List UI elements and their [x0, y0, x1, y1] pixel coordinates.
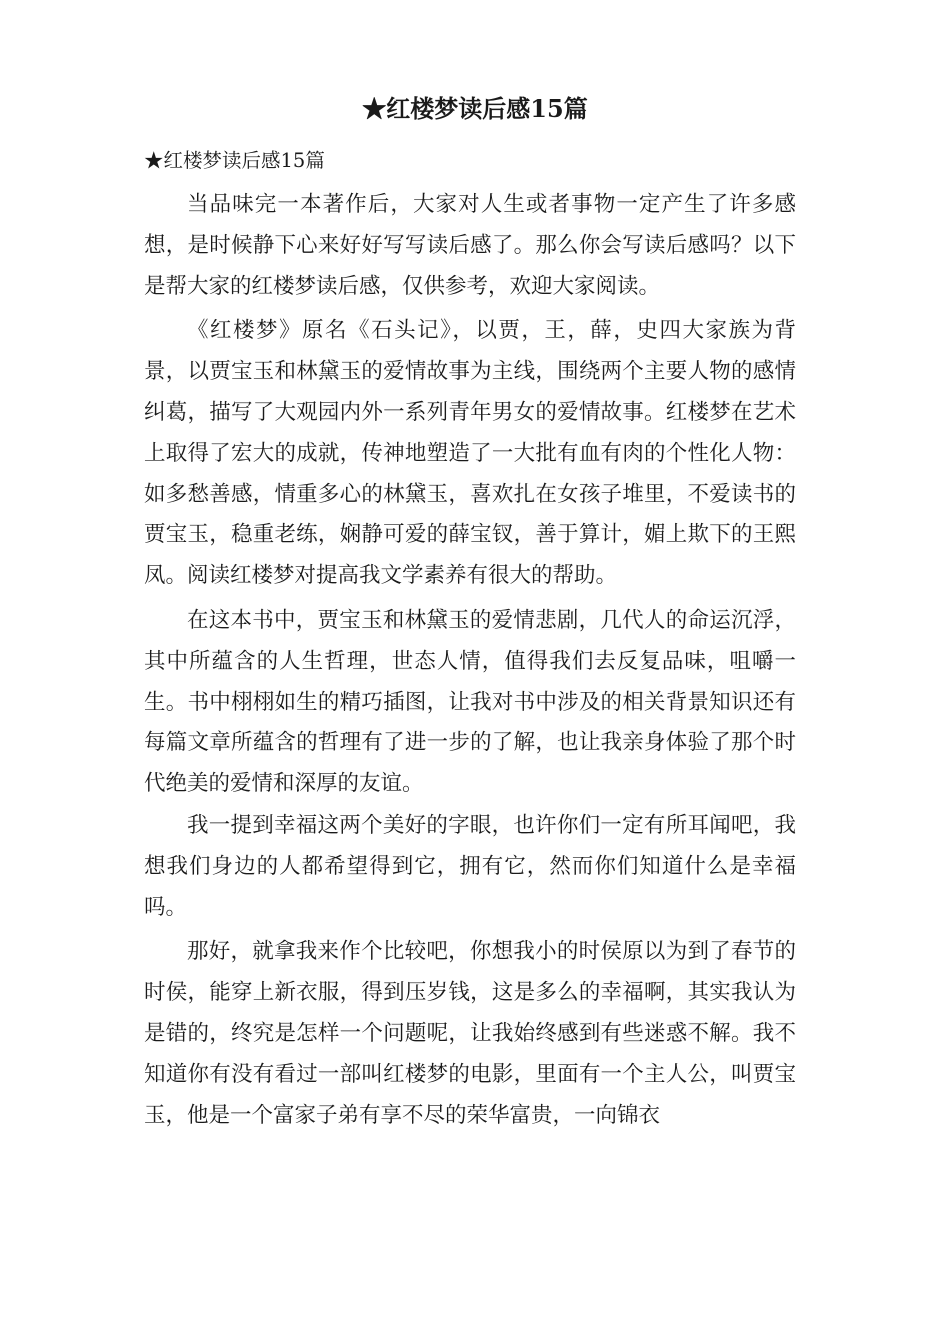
paragraph-summary: 《红楼梦》原名《石头记》，以贾，王，薛，史四大家族为背景，以贾宝玉和林黛玉的爱情故事为主线，围绕两个主要人物的感情纠葛，描写了大观园内外一系列青年男女的爱情故事。红楼梦在艺术上取得了宏大的成就，传神地塑造了一大批有血有肉的个性化人物：如多愁善感，情重多心的林黛玉，喜欢扎在女孩子堆里，不爱读书的贾宝玉，稳重老练，娴静可爱的薛宝钗，善于算计，媚上欺下的王熙凤。阅读红楼梦对提高我文学素养有很大的帮助。: [144, 318, 796, 589]
paragraph-happiness: 我一提到幸福这两个美好的字眼，也许你们一定有所耳闻吧，我想我们身边的人都希望得到它，拥有它，然而你们知道什么是幸福吗。: [144, 812, 796, 920]
paragraph-intro: 当品味完一本著作后，大家对人生或者事物一定产生了许多感想，是时候静下心来好好写写读后感了。那么你会写读后感吗？以下是帮大家的红楼梦读后感，仅供参考，欢迎大家阅读。: [144, 192, 796, 299]
paragraph-comparison: 那好，就拿我来作个比较吧，你想我小的时侯原以为到了春节的时侯，能穿上新衣服，得到压岁钱，这是多么的幸福啊，其实我认为是错的，终究是怎样一个问题呢，让我始终感到有些迷惑不解。我不知道你有没有看过一部叫红楼梦的电影，里面有一个主人公，叫贾宝玉，他是一个富家子弟有享不尽的荣华富贵，一向锦衣: [144, 939, 796, 1128]
document-title: ★红楼梦读后感15篇: [362, 94, 588, 123]
paragraph-love-tragedy: 在这本书中，贾宝玉和林黛玉的爱情悲剧，几代人的命运沉浮，其中所蕴含的人生哲理，世态人情，值得我们去反复品味，咀嚼一生。书中栩栩如生的精巧插图，让我对书中涉及的相关背景知识还有每篇文章所蕴含的哲理有了进一步的了解，也让我亲身体验了那个时代绝美的爱情和深厚的友谊。: [144, 607, 796, 797]
document-body: [144, 143, 796, 1136]
document-subtitle: ★红楼梦读后感15篇: [144, 149, 325, 172]
